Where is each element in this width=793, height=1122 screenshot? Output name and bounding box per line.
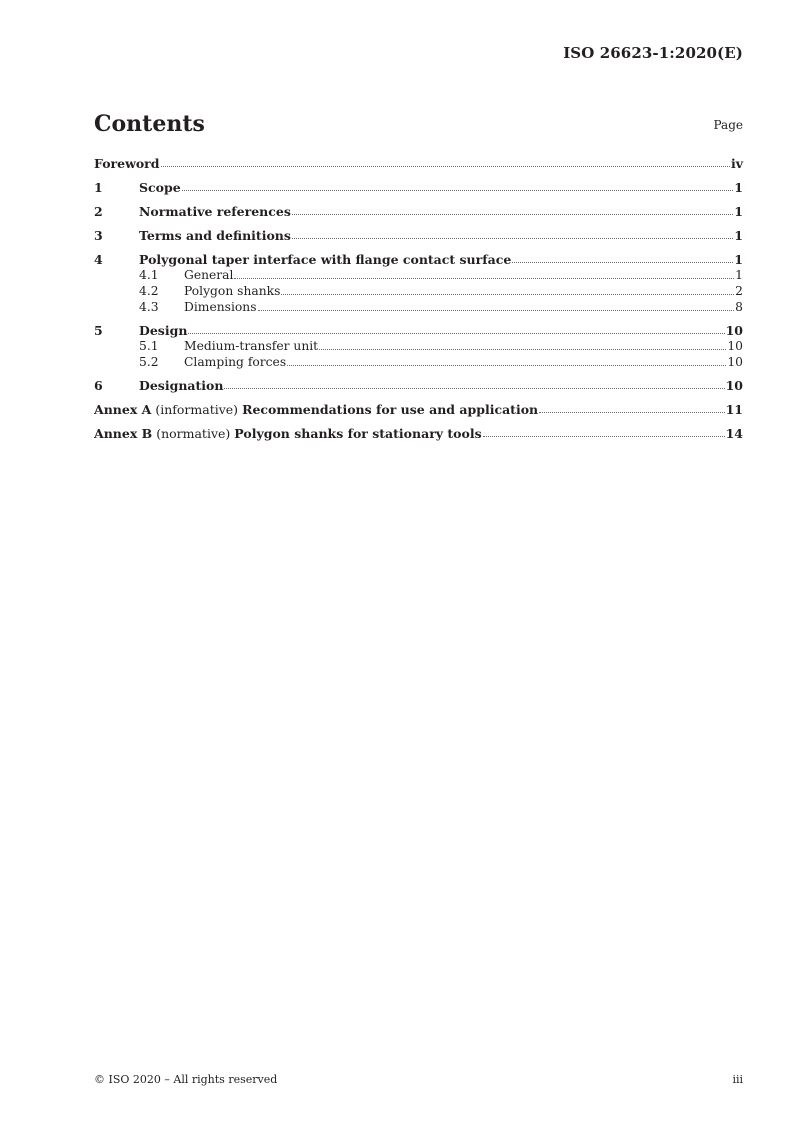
toc-entry-clause-5[interactable] — [94, 323, 743, 338]
toc-entry-title: Polygon shanks for stationary tools — [234, 426, 482, 441]
annex-type: (normative) — [156, 426, 231, 441]
leader-dots — [512, 262, 733, 263]
toc-entry-page: 10 — [727, 339, 743, 353]
toc-entry-number: 6 — [94, 378, 103, 393]
toc-entry-clause-1[interactable] — [94, 180, 743, 195]
toc-entry-foreword[interactable] — [94, 156, 743, 171]
toc-entry-page: 10 — [725, 378, 743, 393]
toc-entry-title: Foreword — [94, 156, 160, 171]
toc-entry-annex-a[interactable] — [94, 402, 743, 417]
annex-type: (informative) — [155, 402, 239, 417]
toc-entry-subclause-4-1[interactable] — [94, 267, 743, 283]
toc-entry-number: 2 — [94, 204, 103, 219]
toc-entry-page: 1 — [734, 204, 743, 219]
leader-dots — [292, 238, 733, 239]
toc-entry-title: Polygonal taper interface with flange contact surface — [139, 252, 512, 267]
toc-entry-annex-b[interactable] — [94, 426, 743, 441]
toc-entry-number: 4.3 — [139, 300, 159, 314]
toc-entry-page: 1 — [735, 268, 743, 282]
toc-entry-subclause-5-1[interactable] — [94, 338, 743, 354]
leader-dots — [319, 349, 726, 350]
leader-dots — [281, 294, 734, 295]
toc-entry-clause-2[interactable] — [94, 204, 743, 219]
toc-entry-title: Normative references — [139, 204, 291, 219]
toc-entry-subclause-4-2[interactable] — [94, 283, 743, 299]
leader-dots — [258, 310, 735, 311]
toc-entry-page: 10 — [727, 355, 743, 369]
toc-entry-number: 4.2 — [139, 284, 159, 298]
toc-entry-title: Clamping forces — [184, 355, 287, 369]
leader-dots — [539, 412, 724, 413]
leader-dots — [224, 388, 724, 389]
toc-entry-title: Dimensions — [184, 300, 257, 314]
toc-entry-title: Terms and definitions — [139, 228, 291, 243]
toc-entry-subclause-5-2[interactable] — [94, 354, 743, 370]
page-column-label: Page — [713, 118, 743, 132]
toc-entry-title: Recommendations for use and application — [242, 402, 539, 417]
toc-entry-page: 2 — [735, 284, 743, 298]
toc-entry-clause-3[interactable] — [94, 228, 743, 243]
toc-entry-page: 8 — [735, 300, 743, 314]
toc-entry-page: 1 — [734, 180, 743, 195]
toc-entry-page: 10 — [725, 323, 743, 338]
leader-dots — [161, 166, 730, 167]
copyright-notice: © ISO 2020 – All rights reserved — [94, 1073, 278, 1086]
leader-dots — [234, 278, 734, 279]
toc-entry-number: 5.1 — [139, 339, 159, 353]
toc-entry-number: 4.1 — [139, 268, 159, 282]
toc-entry-title: Design — [139, 323, 188, 338]
document-id: ISO 26623-1:2020(E) — [563, 44, 743, 62]
toc-entry-page: 1 — [734, 228, 743, 243]
toc-entry-page: 1 — [734, 252, 743, 267]
toc-entry-subclause-4-3[interactable] — [94, 299, 743, 315]
table-of-contents — [94, 156, 743, 441]
toc-entry-page: 11 — [725, 402, 743, 417]
toc-entry-page: iv — [730, 156, 743, 171]
toc-entry-title: Scope — [139, 180, 181, 195]
toc-entry-title: Medium-transfer unit — [184, 339, 319, 353]
leader-dots — [483, 436, 725, 437]
annex-label: Annex B — [94, 426, 153, 441]
toc-entry-title: Polygon shanks — [184, 284, 281, 298]
leader-dots — [287, 365, 726, 366]
toc-entry-title: General — [184, 268, 234, 282]
toc-entry-number: 1 — [94, 180, 103, 195]
toc-entry-number: 5 — [94, 323, 103, 338]
toc-entry-page: 14 — [725, 426, 743, 441]
toc-entry-clause-6[interactable] — [94, 378, 743, 393]
toc-entry-number: 5.2 — [139, 355, 159, 369]
leader-dots — [292, 214, 733, 215]
toc-entry-number: 3 — [94, 228, 103, 243]
toc-entry-title: Designation — [139, 378, 224, 393]
annex-label: Annex A — [94, 402, 152, 417]
contents-title: Contents — [94, 111, 205, 137]
page-number: iii — [732, 1073, 743, 1086]
toc-entry-clause-4[interactable] — [94, 252, 743, 267]
toc-entry-number: 4 — [94, 252, 103, 267]
leader-dots — [188, 333, 724, 334]
leader-dots — [182, 190, 734, 191]
